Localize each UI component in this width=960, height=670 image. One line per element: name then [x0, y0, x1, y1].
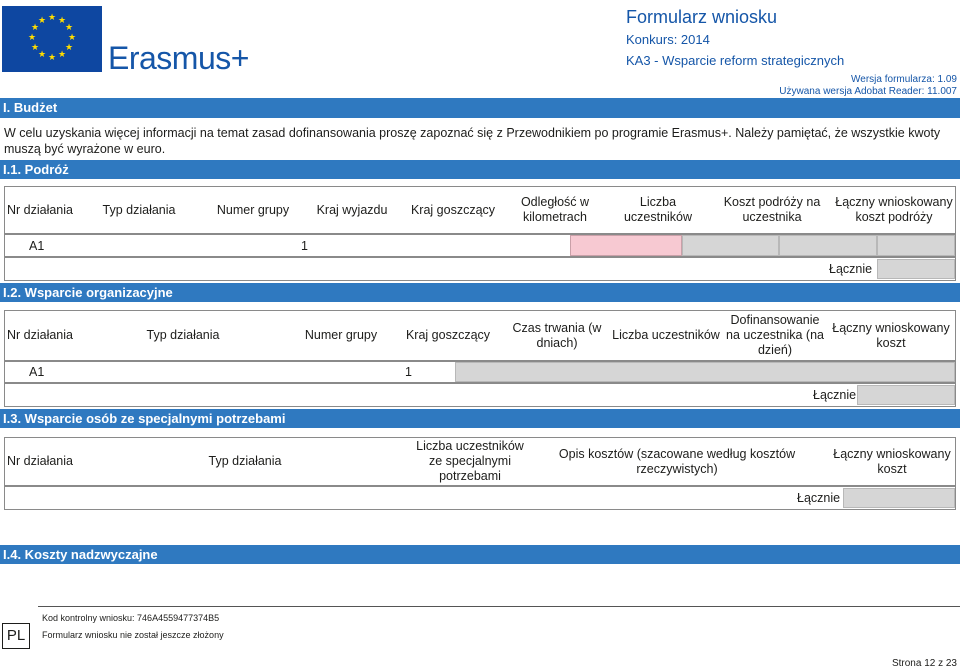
col-participants: Liczba uczestników [612, 328, 720, 342]
section-title-budget: I. Budżet [0, 98, 960, 118]
travel-table-header [4, 186, 956, 234]
col-cost-description: Opis kosztów (szacowane według kosztów rzeczywistych) [558, 446, 796, 476]
col-total-cost: Łączny wnioskowany koszt [832, 320, 950, 350]
col-host-country: Kraj goszczący [410, 202, 496, 217]
org-group-no: 1 [405, 365, 412, 379]
travel-row [4, 234, 956, 257]
section-title-exceptional-costs: I.4. Koszty nadzwyczajne [0, 545, 960, 564]
col-departure-country: Kraj wyjazdu [316, 202, 388, 217]
svg-text:★: ★ [57, 50, 67, 60]
col-activity-type: Typ działania [102, 202, 176, 217]
col-grant-per-participant: Dofinansowanie na uczestnika (na dzień) [726, 313, 824, 357]
svg-text:★: ★ [37, 16, 47, 26]
col-participants: Liczba uczestników [623, 195, 693, 224]
total-travel-cost-field [877, 235, 955, 256]
travel-total-row [4, 257, 956, 281]
travel-cost-per-participant-field [779, 235, 877, 256]
page-number: Strona 12 z 23 [891, 658, 957, 669]
col-group-no: Numer grupy [216, 202, 290, 217]
svg-text:★: ★ [30, 23, 40, 33]
svg-text:★: ★ [30, 43, 40, 53]
org-support-total-row [4, 383, 956, 407]
eu-flag-logo [2, 6, 102, 72]
section-title-special-needs: I.3. Wsparcie osób ze specjalnymi potrzebami [0, 409, 960, 428]
org-support-row [4, 361, 956, 383]
col-travel-cost-per-participant: Koszt podróży na uczestnika [723, 195, 821, 224]
travel-total-field [877, 259, 955, 279]
special-needs-total-field [843, 488, 955, 508]
svg-text:★: ★ [67, 33, 77, 43]
col-total-travel-cost: Łączny wnioskowany koszt podróży [835, 195, 953, 224]
col-activity-type: Typ działania [146, 328, 220, 342]
special-needs-table-header [4, 437, 956, 486]
language-code: PL [2, 623, 30, 649]
col-activity-no: Nr działania [6, 454, 73, 468]
section-title-travel: I.1. Podróż [0, 160, 960, 179]
form-version: Wersja formularza: 1.09 [851, 74, 957, 85]
org-support-values-field [455, 362, 955, 382]
svg-text:★: ★ [27, 33, 37, 43]
col-activity-type: Typ działania [208, 454, 282, 468]
svg-text:★: ★ [47, 13, 57, 23]
travel-group-no: 1 [301, 239, 308, 253]
col-total-cost: Łączny wnioskowany koszt [833, 446, 951, 476]
svg-text:★: ★ [64, 23, 74, 33]
col-special-needs-participants: Liczba uczestników ze specjalnymi potrzebami [416, 439, 524, 483]
org-support-table-header [4, 310, 956, 361]
svg-text:★: ★ [37, 50, 47, 60]
col-distance: Odległość w kilometrach [520, 195, 590, 224]
reader-version: Używana wersja Adobat Reader: 11.007 [779, 86, 957, 97]
footer-divider [38, 606, 960, 607]
section-title-org-support: I.2. Wsparcie organizacyjne [0, 283, 960, 302]
distance-input[interactable] [570, 235, 682, 256]
special-needs-total-row [4, 486, 956, 510]
action-label: KA3 - Wsparcie reform strategicznych [626, 53, 845, 68]
svg-text:★: ★ [64, 43, 74, 53]
eu-stars-icon [2, 6, 102, 72]
info-text: W celu uzyskania więcej informacji na temat zasad dofinansowania proszę zapoznać się z Przewodnikiem po programie Erasmus+. Należy pamiętać, że wszystkie kwoty muszą być wyrażone w euro. [4, 126, 941, 156]
form-title: Formularz wniosku [626, 7, 778, 27]
col-activity-no: Nr działania [6, 328, 73, 342]
org-activity-no: A1 [29, 365, 45, 379]
col-activity-no: Nr działania [6, 202, 73, 217]
submission-status: Formularz wniosku nie został jeszcze złożony [42, 630, 224, 640]
special-needs-total-label: Łącznie [797, 491, 841, 505]
checksum-text: Kod kontrolny wniosku: 746A4559477374B5 [42, 613, 220, 623]
col-host-country: Kraj goszczący [405, 328, 491, 342]
org-total-field [857, 385, 955, 405]
org-total-label: Łącznie [813, 388, 857, 402]
col-duration-days: Czas trwania (w dniach) [512, 320, 602, 350]
travel-total-label: Łącznie [829, 262, 873, 276]
svg-text:★: ★ [57, 16, 67, 26]
col-group-no: Numer grupy [304, 328, 378, 342]
participants-field [682, 235, 779, 256]
travel-activity-no: A1 [29, 239, 45, 253]
svg-text:★: ★ [47, 53, 57, 63]
erasmus-brand: Erasmus+ [108, 40, 249, 76]
contest-label: Konkurs: 2014 [626, 32, 710, 47]
